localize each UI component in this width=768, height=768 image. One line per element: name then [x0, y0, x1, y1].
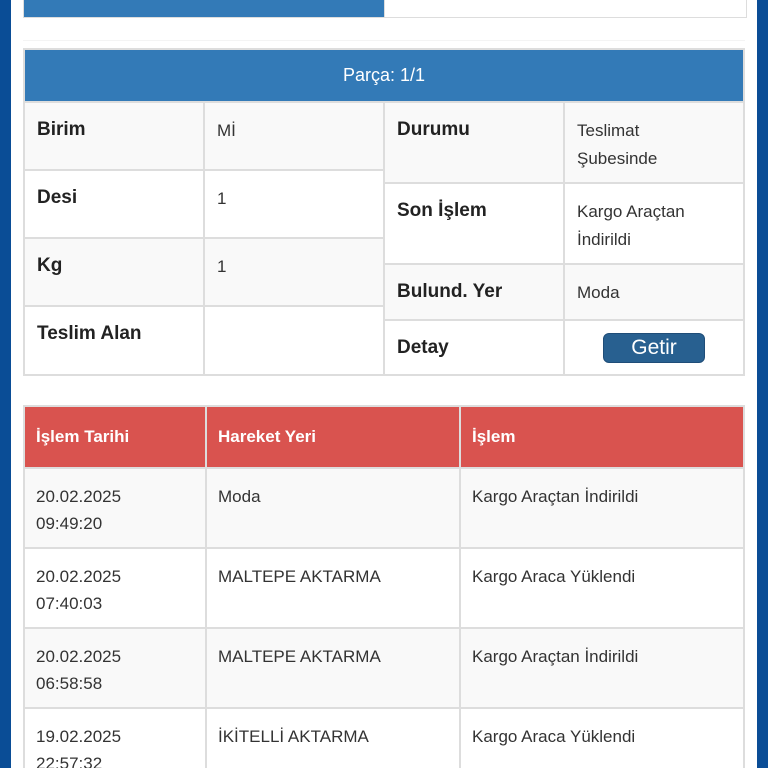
parcel-value: Moda [577, 283, 620, 302]
header-islem: İşlem [460, 406, 744, 468]
parcel-value: 1 [217, 189, 227, 208]
previous-table-value-cell [384, 0, 746, 17]
location-cell: MALTEPE AKTARMA [206, 548, 460, 628]
location-cell: İKİTELLİ AKTARMA [206, 708, 460, 768]
date: 19.02.2025 [36, 727, 122, 746]
parcel-body [25, 103, 743, 375]
header-islem-tarihi: İşlem Tarihi [24, 406, 206, 468]
location-cell: MALTEPE AKTARMA [206, 628, 460, 708]
status-line-2: Şubesinde [577, 149, 658, 168]
last-action-line-1: Kargo Araçtan [577, 202, 685, 221]
previous-table-partial [23, 0, 747, 18]
time: 07:40:03 [36, 594, 103, 613]
parcel-value [205, 307, 383, 375]
parcel-label: Teslim Alan [25, 307, 205, 375]
parcel-label: Bulund. Yer [385, 265, 565, 319]
parcel-value [565, 184, 743, 263]
table-row [24, 708, 744, 768]
table-row [24, 548, 744, 628]
action-cell: Kargo Araçtan İndirildi [460, 468, 744, 548]
parcel-value [565, 321, 743, 375]
parcel-row-teslim-alan [25, 307, 383, 375]
parcel-row-birim [25, 103, 383, 171]
parcel-label: Son İşlem [385, 184, 565, 263]
movements-header-row [24, 406, 744, 468]
status-line-1: Teslimat [577, 121, 640, 140]
parcel-label: Detay [385, 321, 565, 375]
parcel-value: Mİ [217, 121, 236, 140]
header-hareket-yeri: Hareket Yeri [206, 406, 460, 468]
parcel-value [565, 103, 743, 182]
time: 22:57:32 [36, 754, 103, 768]
table-row [24, 468, 744, 548]
page-frame [11, 0, 757, 768]
parcel-row-bulund-yer [385, 265, 743, 321]
action-cell: Kargo Araca Yüklendi [460, 708, 744, 768]
parcel-left-column [25, 103, 385, 375]
date-cell [24, 468, 206, 548]
parcel-label: Durumu [385, 103, 565, 182]
parcel-label: Desi [25, 171, 205, 237]
parcel-row-kg [25, 239, 383, 307]
parcel-row-desi [25, 171, 383, 239]
action-cell: Kargo Araçtan İndirildi [460, 628, 744, 708]
movements-table [23, 405, 745, 768]
table-row [24, 628, 744, 708]
last-action-line-2: İndirildi [577, 230, 631, 249]
parcel-info-panel [23, 48, 745, 376]
parcel-row-durumu [385, 103, 743, 184]
divider [23, 40, 745, 41]
parcel-right-column [385, 103, 743, 375]
getir-button[interactable]: Getir [603, 333, 705, 363]
date-cell [24, 708, 206, 768]
date: 20.02.2025 [36, 487, 122, 506]
parcel-label: Birim [25, 103, 205, 169]
previous-table-header-cell [24, 0, 384, 17]
parcel-header: Parça: 1/1 [25, 50, 743, 103]
action-cell: Kargo Araca Yüklendi [460, 548, 744, 628]
parcel-row-son-islem [385, 184, 743, 265]
time: 06:58:58 [36, 674, 103, 693]
parcel-label: Kg [25, 239, 205, 305]
location-cell: Moda [206, 468, 460, 548]
parcel-row-detay [385, 321, 743, 375]
date-cell [24, 548, 206, 628]
date: 20.02.2025 [36, 647, 122, 666]
time: 09:49:20 [36, 514, 103, 533]
date-cell [24, 628, 206, 708]
date: 20.02.2025 [36, 567, 122, 586]
parcel-value: 1 [217, 257, 227, 276]
